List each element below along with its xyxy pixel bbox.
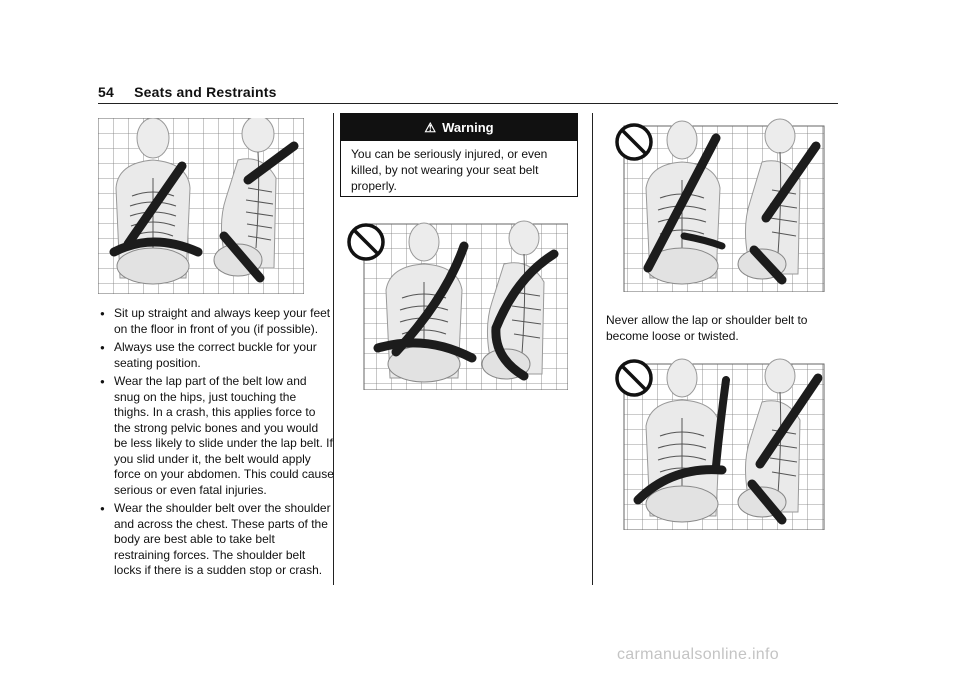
list-item: ● Sit up straight and always keep your feet on the floor in front of you (if possible). [98, 306, 334, 337]
watermark: carmanualsonline.info [617, 646, 779, 663]
page-header [98, 84, 277, 100]
list-item: ● Wear the shoulder belt over the shoulder and across the chest. These parts of the body are best able to take belt restraining forces. The shoulder belt locks if there is a sudden stop or crash. [98, 501, 334, 579]
column-divider-2 [592, 113, 593, 585]
figure-incorrect-belt-1 [346, 218, 568, 390]
page-number: 54 [98, 84, 114, 100]
belt-instructions-list [98, 306, 334, 582]
warning-box [340, 113, 578, 197]
warning-header [341, 114, 577, 141]
list-item: ● Wear the lap part of the belt low and snug on the hips, just touching the thighs. In a crash, this applies force to the strong pelvic bones and you would be less likely to slide under the lap belt. If you slid under it, the belt would apply force on your abdomen. This could cause serious or even fatal injuries. [98, 374, 334, 498]
warning-triangle-icon: ⚠ [424, 119, 437, 135]
header-rule [98, 103, 838, 104]
section-title: Seats and Restraints [134, 84, 277, 100]
loose-belt-paragraph: Never allow the lap or shoulder belt to become loose or twisted. [606, 313, 808, 343]
warning-title: Warning [442, 120, 494, 135]
figure-correct-belt [98, 118, 304, 294]
figure-incorrect-belt-3 [612, 354, 826, 530]
figure-incorrect-belt-2 [612, 118, 826, 292]
warning-body: You can be seriously injured, or even killed, by not wearing your seat belt properly. [351, 147, 548, 193]
list-item: ● Always use the correct buckle for your seating position. [98, 340, 334, 371]
